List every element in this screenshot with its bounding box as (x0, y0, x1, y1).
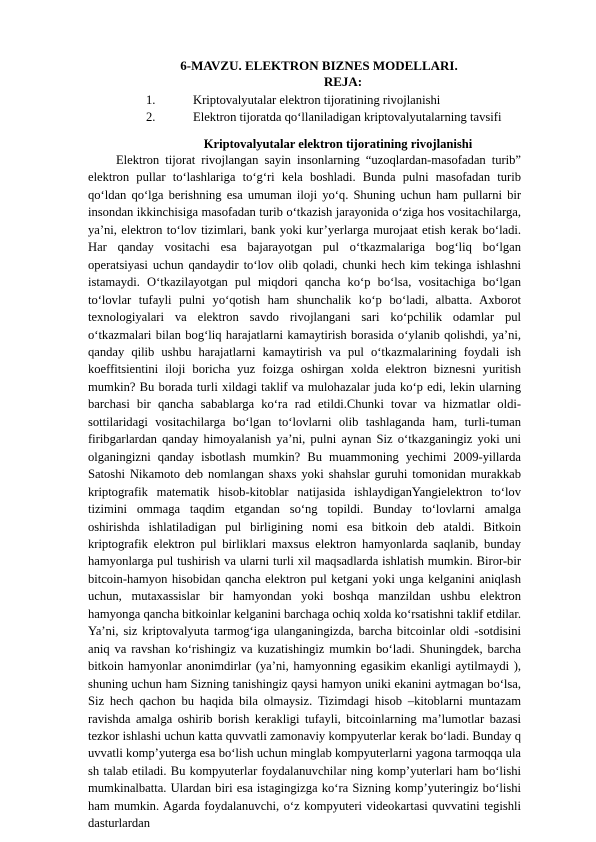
plan-item-text: Elektron tijoratda qo‘llaniladigan kriptovalyutalarning tavsifi (193, 110, 502, 124)
plan-item (146, 109, 501, 126)
section-heading: Kriptovalyutalar elektron tijoratining rivojlanishi (203, 137, 473, 151)
plan-item-number: 1. (146, 93, 156, 107)
plan-item (146, 92, 501, 109)
plan-item-text: Kriptovalyutalar elektron tijoratining rivojlanishi (193, 93, 441, 107)
body-paragraph: Elektron tijorat rivojlangan sayin insonlarning “uzoqlardan-masofadan turib” elektron pullar to‘lashlariga to‘g‘ri kela boshladi. Bunda pulni masofadan turib qo‘ldan qo‘lga berishning esa umuman iloji yo‘q. Shuning uchun ham pullarni bir insondan ikkinchisiga masofadan turib o‘tkazish jarayonida o‘ziga hos vositachilarga, ya’ni, elektron to‘lov tizimlari, bank yoki kur’yerlarga murojaat etish kerak bo‘ladi. Har qanday vositachi esa bajarayotgan pul o‘tkazmalariga bog‘liq bo‘lgan operatsiyasi uchun qandaydir to‘lov olib qoladi, chunki hech kim tekinga ishlashni istamaydi. O‘tkazilayotgan pul miqdori qancha ko‘p bo‘lsa, vositachiga bo‘lgan to‘lovlar tufayli pulni yo‘qotish ham shunchalik ko‘p bo‘ladi, albatta. Axborot texnologiyalari va elektron savdo rivojlangani sari ko‘pchilik odamlar pul o‘tkazmalari bilan bog‘liq harajatlarni kamaytirish borasida o‘ylanib qolishdi, ya’ni, qanday qilib ushbu harajatlarni kamaytirish va pul o‘tkazmalarining foydali ish koeffitsientini iloji boricha yuz foizga oshirgan xolda elektron biznesni yuritish mumkin? Bu borada turli xildagi taklif va mulohazalar juda ko‘p edi, lekin ularning barchasi bir qancha sabablarga ko‘ra rad etildi.Chunki tovar va hizmatlar oldi-sottilaridagi vositachilarga bo‘lgan to‘lovlarni olib tashlaganda ham, turli-tuman firibgarlardan qanday himoyalanish ya’ni, pulni aynan Siz o‘tkazganingiz yoki uni olganingizni qanday isbotlash mumkin? Bu muammoning yechimi 2009-yillarda Satoshi Nikamoto deb nomlangan shaxs yoki shahslar guruhi tomonidan murakkab kriptografik matematik hisob-kitoblar natijasida ishlaydiganYangielektron to‘lov tizimini ommaga taqdim etgandan so‘ng topildi. Bunday to‘lovlarni amalga oshirishda ishlatiladigan pul birligining nomi esa bitkoin deb ataldi. Bitkoin kriptografik elektron pul birliklari maxsus elektron hamyonlarda saqlanib, bunday hamyonlarga pul tushirish va ularni turli xil maqsadlarda ishlatish mumkin. Biror-bir bitcoin-hamyon hisobidan qancha elektron pul ketgani yoki unga kelganini aniqlash uchun, mutaxassislar bir hamyondan yoki boshqa manzildan ushbu elektron hamyonga qancha bitkoinlar kelganini barchaga ochiq xolda ko‘rsatishni taklif etdilar. Ya’ni, siz kriptovalyuta tarmog‘iga ulanganingizda, barcha bitcoinlar oldi -sotdisini aniq va ravshan ko‘rishingiz va kuzatishingiz mumkin bo‘ladi. Shuningdek, barcha bitkoin hamyonlar anonimdirlar (ya’ni, hamyonning egasikim ekanligi aytilmaydi ), shuning uchun ham Sizning tanishingiz qaysi hamyon uniki ekanini aytmagan bo‘lsa, Siz hech qachon bu haqida bila olmaysiz. Tizimdagi hisob –kitoblarni muntazam ravishda amalga oshirib borish kerakligi tufayli, bitcoinlarning ma’lumotlar bazasi tezkor ishlashi uchun katta quvvatli zamonaviy kompyuterlar kerak bo‘ladi. Bunday q uvvatli komp’yuterga esa bo‘lish uchun minglab kompyuterlarni yagona tarmoqqa ula sh talab etiladi. Bu kompyuterlar foydalanuvchilar ning komp’yuterlari ham bo‘lishi mumkinalbatta. Ulardan biri esa istagingizga ko‘ra Sizning komp’yuteringiz bo‘lishi ham mumkin. Agarda foydalanuvchi, o‘z kompyuteri videokartasi quvvatini tegishli dasturlardan (88, 153, 521, 831)
document-title: 6-MAVZU. ELEKTRON BIZNES MODELLARI. (180, 58, 458, 73)
plan-heading: REJA: (323, 74, 363, 89)
plan-item-number: 2. (146, 110, 156, 124)
document-title-block (0, 58, 596, 90)
plan-list (146, 92, 501, 126)
